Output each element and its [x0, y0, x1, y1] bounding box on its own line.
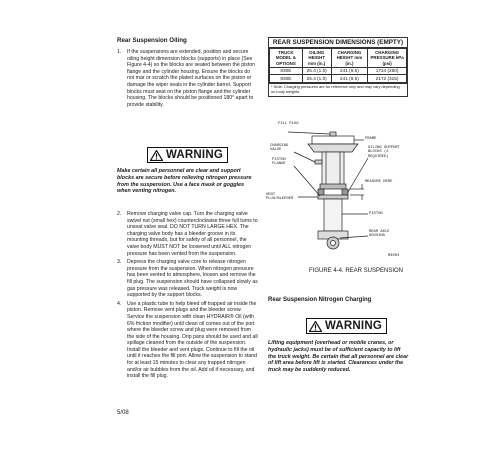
- steps-list-top: [117, 49, 258, 110]
- warning-triangle-icon: [150, 150, 163, 161]
- label-vent-plug: VENT PLUG/BLEEDER: [266, 193, 294, 202]
- dimensions-table: [268, 37, 408, 97]
- dimensions-grid: [269, 48, 407, 82]
- warning-badge: [306, 318, 387, 334]
- warning-triangle-icon: [309, 321, 322, 332]
- label-fill-plug: FILL PLUG: [278, 122, 299, 126]
- step-number: 2.: [117, 211, 122, 217]
- support-block-left: [318, 189, 324, 195]
- piston-flange: [318, 195, 348, 199]
- piston-rod: [324, 199, 342, 231]
- warning-label: WARNING: [325, 320, 382, 332]
- label-fig-code: M4004: [388, 254, 400, 258]
- support-block-right: [342, 189, 348, 195]
- label-measure-here: MEASURE HERE: [365, 180, 393, 184]
- table-cell: 1724 (250): [368, 67, 407, 75]
- step-text: Depress the charging valve core to release nitrogen pressure from the suspension. When nitrogen pressure has been vented to atmosphere, loosen and remove the fill plug. The suspension should have collapsed slowly as gas pressure was released. Truck weight is now supported by the support blocks.: [127, 259, 258, 299]
- table-cell: 241 (9.5): [331, 67, 368, 75]
- warning-box-left: [147, 147, 228, 166]
- label-oiling-support: OILING SUPPORT BLOCKS (2 REQUIRED): [368, 146, 400, 159]
- table-cell: 241 (9.5): [331, 75, 368, 83]
- step-item: [117, 49, 258, 108]
- step-text: Remove charging valve cap. Turn the charging valve swivel nut (small hex) counterclockwise three full turns to unseat valve seal. DO NOT TURN LARGE HEX. The charging valve body has a bleeder groove in its mounting threads, but for safety of all personnel, the valve body MUST NOT be loosened until ALL nitrogen pressure has been vented from the suspension.: [127, 211, 258, 257]
- step-item: [117, 301, 258, 380]
- warning-text-right: Lifting equipment (overhead or mobile cranes, or hydraulic jacks) must be of sufficient capacity to lift the truck weight. Be certain that all personnel are clear of lift area before lift is started. Clearances under the truck may be suddenly reduced.: [268, 340, 409, 374]
- cylinder-housing: [322, 152, 344, 188]
- page-footer-date: 5/08: [117, 410, 129, 416]
- table-header-cell: CHARGING HEIGHT mm (in.): [331, 49, 368, 67]
- table-cell: 930E: [270, 75, 303, 83]
- warning-box-right: [306, 318, 387, 337]
- table-title: REAR SUSPENSION DIMENSIONS (EMPTY): [269, 38, 407, 48]
- table-header-cell: OILING HEIGHT mm (in.): [302, 49, 331, 67]
- steps-list-bottom: [117, 211, 258, 382]
- warning-label: WARNING: [166, 149, 223, 161]
- table-cell: 25.4 (1.0): [302, 67, 331, 75]
- table-note: * Note: Charging pressures are for reference only and may vary depending on body weights.: [269, 83, 407, 96]
- frame-mount: [312, 136, 354, 144]
- table-cell: 2172 (315): [368, 75, 407, 83]
- label-charging-valve: CHARGING VALVE: [270, 144, 289, 153]
- table-row: [270, 67, 407, 75]
- label-frame: FRAME: [365, 137, 377, 141]
- warning-text-left: Make certain all personnel are clear and support blocks are secure before relieving nitrogen pressure from the suspension. Use a face mask or goggles when venting nitrogen.: [117, 168, 252, 195]
- label-rear-axle: REAR AXLE HOUSING: [369, 230, 390, 239]
- table-header-cell: CHARGING PRESSURE kPa (psi): [368, 49, 407, 67]
- step-item: [117, 211, 258, 257]
- warning-badge: [147, 147, 228, 163]
- rear-suspension-figure: [268, 122, 410, 264]
- table-row: [270, 75, 407, 83]
- table-cell: 25.4 (1.0): [302, 75, 331, 83]
- section-heading-nitrogen: Rear Suspension Nitrogen Charging: [268, 297, 372, 303]
- step-item: [117, 259, 258, 299]
- table-cell: 830E: [270, 67, 303, 75]
- section-heading-oiling: Rear Suspension Oiling: [117, 37, 187, 44]
- step-number: 4.: [117, 300, 122, 307]
- table-header-cell: TRUCK MODEL & OPTIONS: [270, 49, 303, 67]
- step-number: 1.: [117, 49, 122, 55]
- step-text: Use a plastic tube to help bleed off trapped air inside the piston. Remove vent plugs and the bleeder screw. Service the suspension with clean HYDRAIR® Oil (with 6% friction modifier) until clean oil comes out of the port where the bleeder screw and plug were removed from the side of the housing. Drip pans should be used and all spillage cleaned from the outside of the suspension. Install the bleeder and vent plugs. Continue to fill the oil until it reaches the fill port. Allow the suspension to stand for at least 15 minutes to clear any trapped nitrogen and/or air bubbles from the oil. Add oil if necessary, and install the fill plug.: [127, 300, 258, 380]
- step-text: If the suspensions are extended, position and secure oiling height dimension blocks (supports) in place (See Figure 4-4) so the blocks are seated between the piston flange and the cylinder housing. Ensure the blocks do not mar or scratch the plated surfaces on the piston or damage the wiper seals in the cylinder barrel. Support blocks must seat on the piston flange and the cylinder housing. The blocks should be positioned 180° apart to provide stability.: [127, 49, 256, 108]
- label-piston-flange: PISTON FLANGE: [272, 158, 286, 167]
- label-piston: PISTON: [369, 212, 383, 216]
- figure-caption: FIGURE 4-4. REAR SUSPENSION: [309, 268, 404, 274]
- table-header-row: [270, 49, 407, 67]
- step-number: 3.: [117, 259, 122, 266]
